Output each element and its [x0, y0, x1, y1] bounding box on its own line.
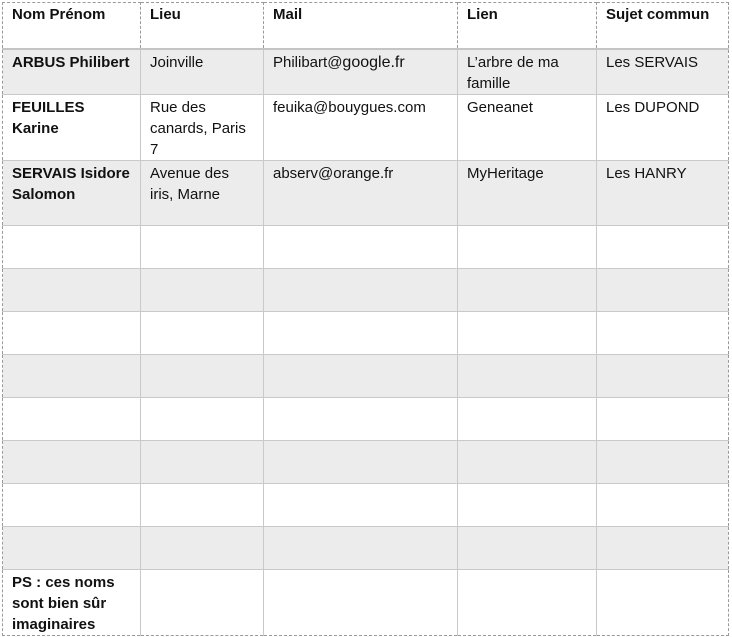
- empty-cell: [597, 569, 729, 635]
- header-mail: Mail: [264, 3, 458, 49]
- empty-cell: [597, 526, 729, 569]
- empty-cell: [141, 526, 264, 569]
- cell-lieu: Avenue des iris, Marne: [141, 160, 264, 225]
- cell-name: ARBUS Philibert: [3, 49, 141, 95]
- cell-sujet: Les HANRY: [597, 160, 729, 225]
- empty-row: [3, 311, 729, 354]
- empty-cell: [141, 397, 264, 440]
- cell-sujet: Les DUPOND: [597, 94, 729, 160]
- empty-cell: [597, 268, 729, 311]
- cell-lien: L’arbre de ma famille: [458, 49, 597, 95]
- empty-cell: [3, 311, 141, 354]
- cell-lien: MyHeritage: [458, 160, 597, 225]
- empty-cell: [597, 483, 729, 526]
- empty-cell: [458, 526, 597, 569]
- cell-lien: Geneanet: [458, 94, 597, 160]
- cell-name: FEUILLES Karine: [3, 94, 141, 160]
- header-sujet-commun: Sujet commun: [597, 3, 729, 49]
- empty-cell: [458, 397, 597, 440]
- table-row: [3, 94, 729, 160]
- empty-cell: [141, 354, 264, 397]
- mail-domain: google.fr: [342, 53, 405, 71]
- empty-cell: [458, 483, 597, 526]
- empty-cell: [264, 440, 458, 483]
- empty-cell: [141, 268, 264, 311]
- header-lien: Lien: [458, 3, 597, 49]
- cell-mail: abserv@orange.fr: [264, 160, 458, 225]
- empty-cell: [141, 225, 264, 268]
- empty-cell: [141, 311, 264, 354]
- empty-cell: [141, 483, 264, 526]
- table-row: [3, 49, 729, 95]
- empty-cell: [458, 311, 597, 354]
- footer-note: PS : ces noms sont bien sûr imaginaires: [3, 569, 141, 635]
- cell-name: SERVAIS Isidore Salomon: [3, 160, 141, 225]
- empty-cell: [264, 225, 458, 268]
- cell-sujet: Les SERVAIS: [597, 49, 729, 95]
- header-lieu: Lieu: [141, 3, 264, 49]
- mail-user: Philibart@: [273, 53, 343, 71]
- empty-row: [3, 483, 729, 526]
- empty-row: [3, 225, 729, 268]
- empty-cell: [264, 526, 458, 569]
- cell-mail: feuika@bouygues.com: [264, 94, 458, 160]
- empty-cell: [3, 483, 141, 526]
- empty-cell: [264, 311, 458, 354]
- empty-cell: [264, 354, 458, 397]
- empty-cell: [458, 569, 597, 635]
- empty-cell: [597, 440, 729, 483]
- empty-row: [3, 526, 729, 569]
- empty-cell: [264, 483, 458, 526]
- header-nom-prenom: Nom Prénom: [3, 3, 141, 49]
- empty-cell: [597, 225, 729, 268]
- empty-cell: [264, 569, 458, 635]
- empty-cell: [3, 397, 141, 440]
- contacts-table: [2, 2, 729, 636]
- empty-row: [3, 354, 729, 397]
- empty-cell: [264, 397, 458, 440]
- empty-cell: [458, 268, 597, 311]
- header-row: [3, 3, 729, 49]
- empty-cell: [458, 440, 597, 483]
- cell-mail: [264, 49, 458, 95]
- empty-cell: [458, 225, 597, 268]
- empty-cell: [3, 440, 141, 483]
- empty-cell: [3, 225, 141, 268]
- empty-cell: [3, 268, 141, 311]
- empty-cell: [264, 268, 458, 311]
- table-row: [3, 160, 729, 225]
- empty-row: [3, 440, 729, 483]
- cell-lieu: Joinville: [141, 49, 264, 95]
- empty-row: [3, 268, 729, 311]
- empty-row: [3, 397, 729, 440]
- empty-cell: [3, 354, 141, 397]
- empty-cell: [597, 397, 729, 440]
- empty-cell: [141, 569, 264, 635]
- empty-cell: [458, 354, 597, 397]
- empty-cell: [3, 526, 141, 569]
- empty-cell: [141, 440, 264, 483]
- cell-lieu: Rue des canards, Paris 7: [141, 94, 264, 160]
- empty-cell: [597, 354, 729, 397]
- footer-row: [3, 569, 729, 635]
- empty-cell: [597, 311, 729, 354]
